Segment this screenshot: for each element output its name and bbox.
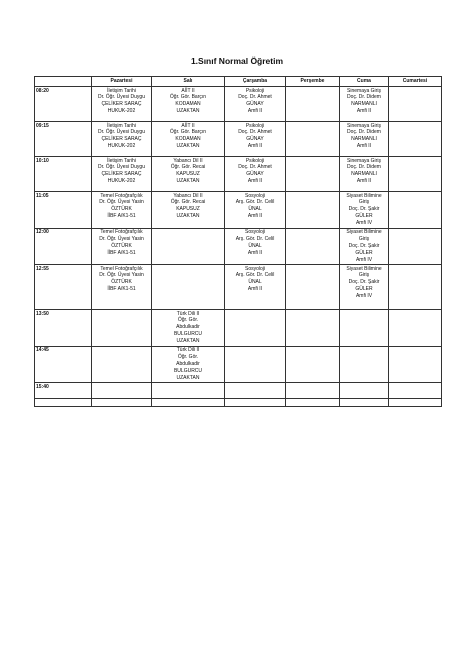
course-line: UZAKTAN (176, 143, 200, 150)
course-line: Sinemaya Giriş (347, 157, 381, 164)
course-line: Arş. Gör. Dr. Celil (235, 272, 275, 279)
course-line: Temel Fotoğrafçılık (100, 265, 143, 272)
course-line: Yabancı Dil II (173, 157, 203, 164)
course-line: GÜNAY (246, 136, 264, 143)
course-line: Psikoloji (245, 157, 265, 164)
course-line: İletişim Tarihi (107, 122, 136, 129)
empty-cell (389, 399, 442, 407)
course-line: Arş. Gör. Dr. Celil (235, 235, 275, 242)
course-line: ÜNAL (248, 242, 262, 249)
course-line: ÖZTÜRK (111, 279, 132, 286)
table-row (35, 310, 442, 347)
page-title: 1.Sınıf Normal Öğretim (190, 56, 284, 66)
course-line: UZAKTAN (176, 178, 200, 185)
course-line: ÇELİKER SARAÇ (101, 101, 142, 108)
course-line: Psikoloji (245, 122, 265, 129)
empty-cell (389, 122, 442, 157)
course-cell (340, 87, 389, 122)
course-line: Öğr. Gör. (177, 354, 199, 360)
empty-cell (92, 383, 152, 399)
course-line: Doç. Dr. Şakir (348, 242, 380, 249)
course-line: Amfi II (247, 143, 263, 150)
course-cell (152, 157, 225, 192)
empty-cell (286, 346, 340, 383)
header-corner (35, 77, 92, 87)
empty-cell (389, 346, 442, 383)
table-row (35, 157, 442, 192)
course-line: ÖZTÜRK (111, 242, 132, 249)
empty-cell (286, 157, 340, 192)
empty-cell (389, 87, 442, 122)
schedule-body (35, 87, 442, 407)
course-line: Sinemaya Giriş (347, 87, 381, 94)
course-line: Öğr. Gör. Barçın (169, 94, 207, 101)
table-row (35, 122, 442, 157)
course-line: GÜLER (355, 286, 373, 293)
course-line: Dr. Öğr. Üyesi Yasin (99, 199, 144, 206)
course-line: ÇELİKER SARAÇ (101, 171, 142, 178)
empty-cell (389, 228, 442, 265)
header-row (35, 77, 442, 87)
course-line: Psikoloji (245, 87, 265, 94)
day-header: Pazartesi (92, 77, 152, 87)
course-line: Sosyoloji (244, 265, 265, 272)
empty-cell (225, 346, 286, 383)
empty-cell (225, 383, 286, 399)
empty-cell (389, 157, 442, 192)
course-line: Giriş (358, 199, 370, 206)
course-line: NARMANLI (351, 171, 377, 178)
course-line: Öğr. Gör. Barçın (169, 129, 207, 136)
course-cell (340, 265, 389, 310)
course-cell (340, 122, 389, 157)
day-header: Perşembe (286, 77, 340, 87)
course-line: Dr. Öğr. Üyesi Yasin (99, 235, 144, 242)
empty-cell (225, 310, 286, 347)
course-cell (152, 87, 225, 122)
course-cell (92, 265, 152, 310)
course-line: Giriş (358, 272, 370, 279)
course-line: Siyaset Bilimine (346, 192, 382, 199)
empty-cell (286, 122, 340, 157)
course-line: KAPUSUZ (176, 171, 200, 178)
course-line: NARMANLI (351, 101, 377, 108)
day-header: Salı (152, 77, 225, 87)
empty-cell (340, 310, 389, 347)
course-line: UZAKTAN (176, 108, 200, 115)
course-line: Türk Dili II (176, 310, 200, 317)
time-slot (35, 399, 92, 407)
course-line: Dr. Öğr. Üyesi Duygu (98, 164, 145, 171)
course-line: Siyaset Bilimine (346, 229, 382, 236)
course-line: İİBF A/K1-51 (107, 213, 136, 220)
course-line: Doç. Dr. Şakir (348, 279, 380, 286)
course-line: UZAKTAN (176, 374, 200, 381)
course-line: HUKUK-202 (107, 143, 136, 150)
time-slot: 11:05 (35, 192, 92, 229)
empty-cell (152, 265, 225, 310)
empty-cell (92, 346, 152, 383)
course-cell (152, 192, 225, 229)
empty-cell (286, 228, 340, 265)
course-cell (92, 192, 152, 229)
day-header: Cuma (340, 77, 389, 87)
course-line: KODAMAN (175, 101, 201, 108)
course-line: Amfi II (247, 249, 263, 256)
course-line: GÜLER (355, 213, 373, 220)
course-cell (152, 122, 225, 157)
empty-cell (389, 192, 442, 229)
empty-cell (340, 399, 389, 407)
course-line: Öğr. Gör. (177, 317, 199, 324)
course-line: Yabancı Dil II (173, 192, 203, 199)
course-line: Öğr. Gör. Recai (170, 164, 206, 171)
course-line: Doç. Dr. Ahmet (238, 129, 272, 136)
time-slot: 08:20 (35, 87, 92, 122)
course-cell (225, 265, 286, 310)
empty-cell (286, 399, 340, 407)
course-line: Doç. Dr. Ahmet (238, 164, 272, 171)
course-line: Türk Dili II (176, 347, 200, 354)
course-cell (225, 122, 286, 157)
course-line: Öğr. Gör. Recai (170, 199, 206, 206)
course-line: Amfi II (247, 108, 263, 115)
empty-cell (92, 399, 152, 407)
course-cell (92, 157, 152, 192)
empty-cell (286, 192, 340, 229)
course-cell (225, 228, 286, 265)
course-line: ÖZTÜRK (111, 206, 132, 213)
course-cell (152, 310, 225, 347)
course-line: ÇELİKER SARAÇ (101, 136, 142, 143)
course-line: Sosyoloji (244, 229, 265, 236)
day-header: Cumartesi (389, 77, 442, 87)
table-row (35, 228, 442, 265)
course-line: HUKUK-202 (107, 108, 136, 115)
schedule-table (34, 76, 442, 407)
course-line: Dr. Öğr. Üyesi Yasin (99, 272, 144, 279)
course-line: GÜNAY (246, 101, 264, 108)
empty-cell (225, 399, 286, 407)
course-cell (225, 192, 286, 229)
course-line: Doç. Dr. Didem (347, 94, 381, 101)
course-cell (152, 346, 225, 383)
course-line: HUKUK-202 (107, 178, 136, 185)
table-row (35, 87, 442, 122)
course-line: Doç. Dr. Didem (347, 164, 381, 171)
empty-cell (286, 87, 340, 122)
course-line: Amfi II (356, 178, 372, 185)
course-line: Amfi II (247, 213, 263, 220)
course-line: KODAMAN (175, 136, 201, 143)
course-line: Dr. Öğr. Üyesi Duygu (98, 129, 145, 136)
course-line: Sinemaya Giriş (347, 122, 381, 129)
course-line: UZAKTAN (176, 338, 200, 345)
empty-cell (286, 383, 340, 399)
course-line: Doç. Dr. Didem (347, 129, 381, 136)
course-line: Abdulkadir (176, 360, 200, 367)
course-line: İİBF A/K1-51 (107, 249, 136, 256)
course-line: İletişim Tarihi (107, 87, 136, 94)
course-cell (92, 228, 152, 265)
course-line: Abdulkadir (176, 324, 200, 331)
course-line: İletişim Tarihi (107, 157, 136, 164)
time-slot: 12:55 (35, 265, 92, 310)
empty-cell (389, 383, 442, 399)
course-line: AİİT II (181, 87, 195, 94)
empty-cell (152, 228, 225, 265)
course-line: Dr. Öğr. Üyesi Duygu (98, 94, 145, 101)
empty-cell (152, 399, 225, 407)
empty-cell (286, 265, 340, 310)
time-slot: 09:15 (35, 122, 92, 157)
course-line: Temel Fotoğrafçılık (100, 192, 143, 199)
empty-cell (340, 346, 389, 383)
course-line: Amfi II (356, 108, 372, 115)
course-cell (340, 157, 389, 192)
course-line: İİBF A/K1-51 (107, 286, 136, 293)
course-line: Sosyoloji (244, 192, 265, 199)
course-line: Siyaset Bilimine (346, 265, 382, 272)
day-header: Çarşamba (225, 77, 286, 87)
course-cell (340, 192, 389, 229)
empty-cell (92, 310, 152, 347)
course-cell (340, 228, 389, 265)
course-line: Amfi II (356, 143, 372, 150)
course-cell (92, 87, 152, 122)
course-line: Amfi IV (355, 220, 373, 227)
course-line: GÜNAY (246, 171, 264, 178)
table-row (35, 346, 442, 383)
course-line: Amfi IV (355, 256, 373, 263)
course-cell (225, 87, 286, 122)
empty-cell (152, 383, 225, 399)
course-line: Giriş (358, 235, 370, 242)
table-row (35, 383, 442, 399)
table-row (35, 192, 442, 229)
course-line: Doç. Dr. Şakir (348, 206, 380, 213)
time-slot: 13:50 (35, 310, 92, 347)
course-line: Amfi II (247, 286, 263, 293)
course-line: BULGURCU (173, 367, 203, 374)
course-line: ÜNAL (248, 206, 262, 213)
course-line: ÜNAL (248, 279, 262, 286)
time-slot: 10:10 (35, 157, 92, 192)
course-line: AİİT II (181, 122, 195, 129)
course-line: GÜLER (355, 249, 373, 256)
empty-cell (389, 265, 442, 310)
time-slot: 12:00 (35, 228, 92, 265)
course-line: Doç. Dr. Ahmet (238, 94, 272, 101)
table-row (35, 399, 442, 407)
course-line: NARMANLI (351, 136, 377, 143)
course-line: KAPUSUZ (176, 206, 200, 213)
empty-cell (389, 310, 442, 347)
course-cell (225, 157, 286, 192)
course-cell (92, 122, 152, 157)
empty-cell (340, 383, 389, 399)
course-line: Amfi II (247, 178, 263, 185)
table-row (35, 265, 442, 310)
course-line: Temel Fotoğrafçılık (100, 229, 143, 236)
course-line: Amfi IV (355, 293, 373, 300)
empty-cell (286, 310, 340, 347)
course-line: Arş. Gör. Dr. Celil (235, 199, 275, 206)
course-line: BULGURCU (173, 331, 203, 338)
course-line: UZAKTAN (176, 213, 200, 220)
time-slot: 14:45 (35, 346, 92, 383)
time-slot: 15:40 (35, 383, 92, 399)
